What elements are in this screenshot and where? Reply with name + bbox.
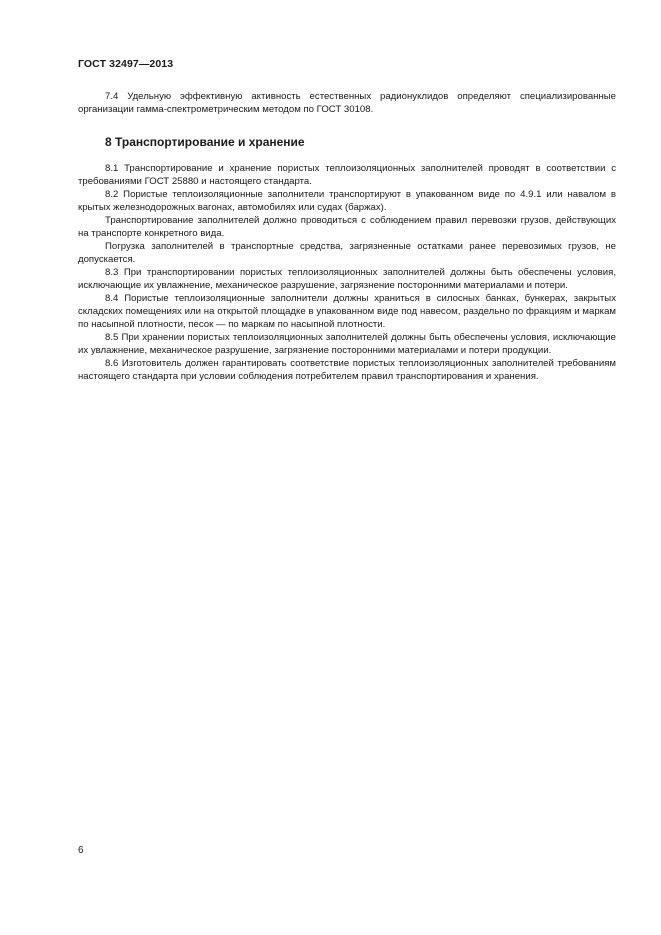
paragraph-7-4: 7.4 Удельную эффективную активность естественных радионуклидов определяют специализированные организации гамма-спектрометрическим методом по ГОСТ 30108. (78, 91, 616, 115)
document-body (78, 90, 616, 383)
page-number: 6 (78, 845, 84, 856)
paragraph-8-6: 8.6 Изготовитель должен гарантировать соответствие пористых теплоизоляционных заполнителей требованиям настоящего стандарта при условии соблюдения потребителем правил транспортирования и хранения. (78, 358, 616, 382)
document-header-standard-id: ГОСТ 32497—2013 (78, 58, 174, 70)
paragraph-8-1: 8.1 Транспортирование и хранение пористых теплоизоляционных заполнителей проводят в соответствии с требованиями ГОСТ 25880 и настоящего стандарта. (78, 163, 616, 187)
paragraph-8-3: 8.3 При транспортировании пористых теплоизоляционных заполнителей должны быть обеспечены условия, исключающие их увлажнение, механическое разрушение, загрязнение посторонними материалами и потери. (78, 267, 616, 291)
paragraph-8-2-loading: Погрузка заполнителей в транспортные средства, загрязненные остатками ранее перевозимых грузов, не допускается. (78, 241, 616, 265)
paragraph-8-2: 8.2 Пористые теплоизоляционные заполнители транспортируют в упакованном виде по 4.9.1 или навалом в крытых железнодорожных вагонах, автомобилях или судах (баржах). (78, 189, 616, 213)
paragraph-8-2-transport-rules: Транспортирование заполнителей должно проводиться с соблюдением правил перевозки грузов, действующих на транспорте конкретного вида. (78, 215, 616, 239)
section-heading: 8 Транспортирование и хранение (105, 135, 305, 149)
paragraph-8-4: 8.4 Пористые теплоизоляционные заполнители должны храниться в силосных банках, бункерах, закрытых складских помещениях или на открытой площадке в упакованном виде под навесом, раздельно по фракциям и маркам по насыпной плотности, песок — по маркам по насыпной плотности. (78, 293, 616, 330)
paragraph-8-5: 8.5 При хранении пористых теплоизоляционных заполнителей должны быть обеспечены условия, исключающие их увлажнение, механическое разрушение, загрязнение посторонними материалами и потери продукции. (78, 332, 616, 356)
